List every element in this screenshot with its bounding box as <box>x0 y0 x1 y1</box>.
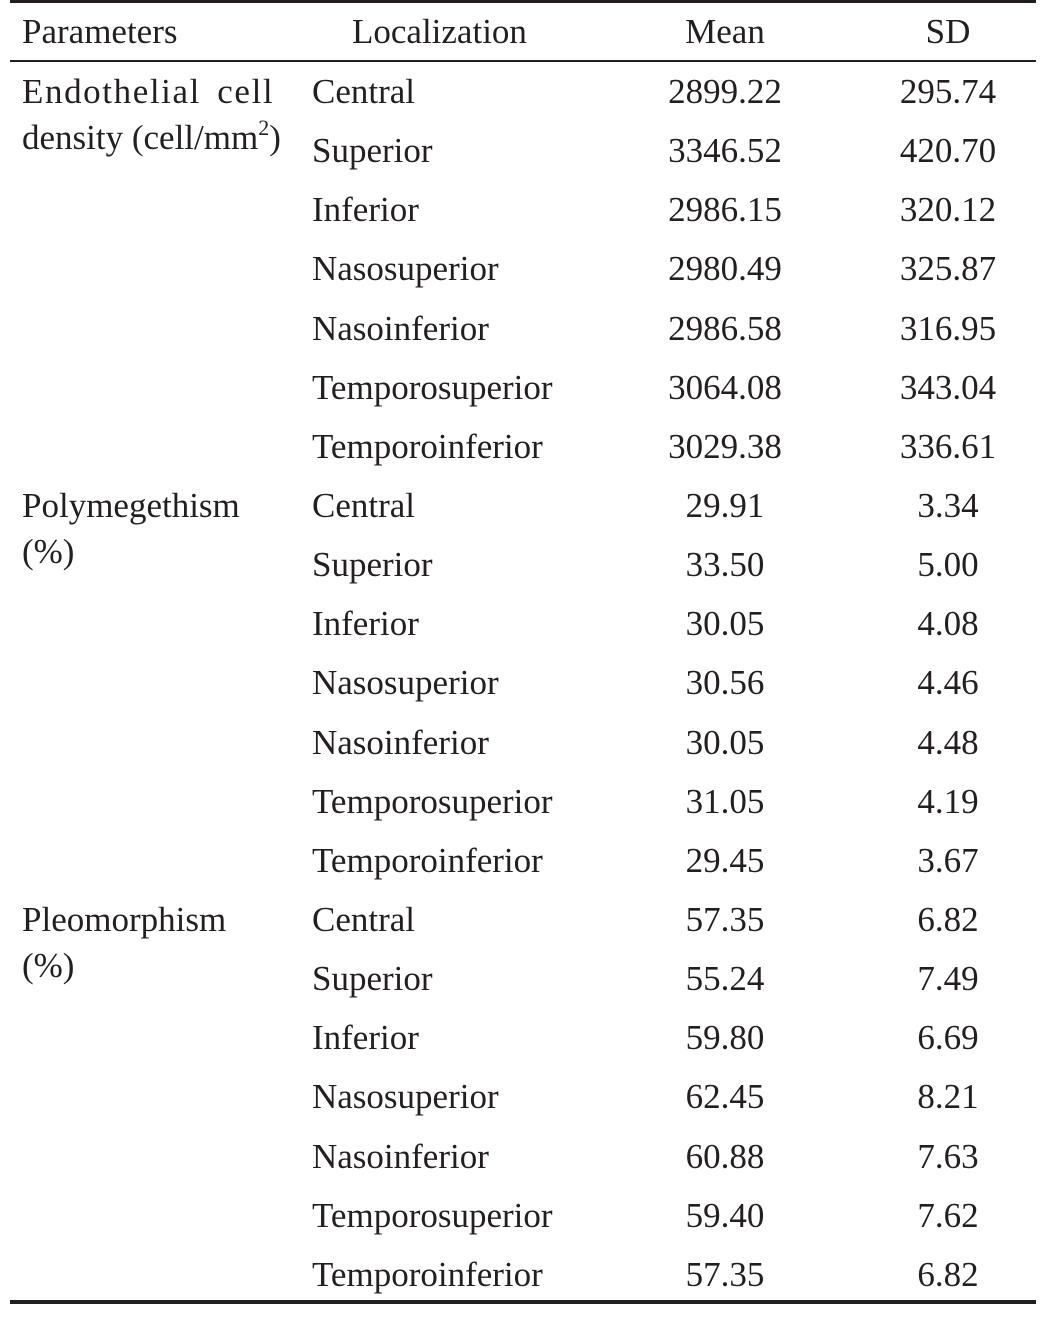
mean-cell: 3029.38 <box>668 427 782 466</box>
localization-cell: Nasosuperior <box>312 249 499 288</box>
mean-cell: 29.91 <box>685 486 765 525</box>
localization-cell: Nasosuperior <box>312 663 499 702</box>
param-label-line1: Endothelial cell <box>22 72 275 111</box>
sd-cell: 420.70 <box>899 131 997 170</box>
mean-cell: 3064.08 <box>668 368 782 407</box>
sd-cell: 8.21 <box>917 1077 979 1116</box>
sd-cell: 4.19 <box>917 782 979 821</box>
sd-cell: 7.62 <box>917 1196 979 1235</box>
sd-cell: 7.49 <box>917 959 979 998</box>
sd-cell: 4.08 <box>917 604 979 643</box>
sd-cell: 316.95 <box>899 309 997 348</box>
mean-cell: 30.05 <box>685 604 765 643</box>
localization-cell: Central <box>312 900 416 939</box>
mean-cell: 2986.58 <box>668 309 782 348</box>
localization-cell: Central <box>312 72 416 111</box>
mean-cell: 57.35 <box>685 900 765 939</box>
header-rule <box>10 60 1036 62</box>
sd-cell: 5.00 <box>917 545 979 584</box>
header-parameters: Parameters <box>22 12 178 51</box>
sd-cell: 295.74 <box>899 72 997 111</box>
mean-cell: 57.35 <box>685 1255 765 1294</box>
mean-cell: 62.45 <box>685 1077 765 1116</box>
localization-cell: Inferior <box>312 1018 419 1057</box>
sd-cell: 4.48 <box>917 723 979 762</box>
localization-cell: Nasosuperior <box>312 1077 499 1116</box>
localization-cell: Central <box>312 486 416 525</box>
header-localization: Localization <box>352 12 527 51</box>
localization-cell: Inferior <box>312 190 419 229</box>
param-label-superscript: 2 <box>258 115 270 140</box>
mean-cell: 59.80 <box>685 1018 765 1057</box>
localization-cell: Nasoinferior <box>312 309 489 348</box>
mean-cell: 2986.15 <box>668 190 782 229</box>
sd-cell: 343.04 <box>899 368 997 407</box>
top-rule <box>10 0 1036 3</box>
sd-cell: 6.69 <box>917 1018 979 1057</box>
localization-cell: Temporoinferior <box>312 1255 543 1294</box>
localization-cell: Nasoinferior <box>312 1137 489 1176</box>
mean-cell: 30.56 <box>685 663 765 702</box>
param-label-line2-tail: ) <box>269 118 281 157</box>
sd-cell: 336.61 <box>899 427 997 466</box>
sd-cell: 3.67 <box>917 841 979 880</box>
localization-cell: Superior <box>312 545 433 584</box>
mean-cell: 2899.22 <box>668 72 782 111</box>
mean-cell: 29.45 <box>685 841 765 880</box>
localization-cell: Superior <box>312 959 433 998</box>
sd-cell: 3.34 <box>917 486 979 525</box>
localization-cell: Inferior <box>312 604 419 643</box>
sd-cell: 6.82 <box>917 900 979 939</box>
sd-cell: 6.82 <box>917 1255 979 1294</box>
param-label-line1: Pleomorphism <box>22 900 227 939</box>
param-label-line2: (%) <box>22 946 75 985</box>
localization-cell: Temporoinferior <box>312 427 543 466</box>
param-label-line2: (%) <box>22 532 75 571</box>
mean-cell: 33.50 <box>685 545 765 584</box>
mean-cell: 30.05 <box>685 723 765 762</box>
mean-cell: 59.40 <box>685 1196 765 1235</box>
localization-cell: Temporosuperior <box>312 368 553 407</box>
localization-cell: Nasoinferior <box>312 723 489 762</box>
sd-cell: 4.46 <box>917 663 979 702</box>
localization-cell: Temporosuperior <box>312 782 553 821</box>
header-mean: Mean <box>685 12 765 51</box>
sd-cell: 7.63 <box>917 1137 979 1176</box>
localization-cell: Temporosuperior <box>312 1196 553 1235</box>
mean-cell: 60.88 <box>685 1137 765 1176</box>
param-label-line2 <box>22 115 281 158</box>
param-label-line2-text: density (cell/mm <box>22 118 259 157</box>
header-sd: SD <box>925 12 971 51</box>
mean-cell: 31.05 <box>685 782 765 821</box>
sd-cell: 320.12 <box>899 190 997 229</box>
param-label-line1: Polymegethism <box>22 486 240 525</box>
localization-cell: Superior <box>312 131 433 170</box>
mean-cell: 55.24 <box>685 959 765 998</box>
sd-cell: 325.87 <box>899 249 997 288</box>
localization-cell: Temporoinferior <box>312 841 543 880</box>
mean-cell: 3346.52 <box>668 131 782 170</box>
mean-cell: 2980.49 <box>668 249 782 288</box>
bottom-rule <box>10 1300 1036 1304</box>
